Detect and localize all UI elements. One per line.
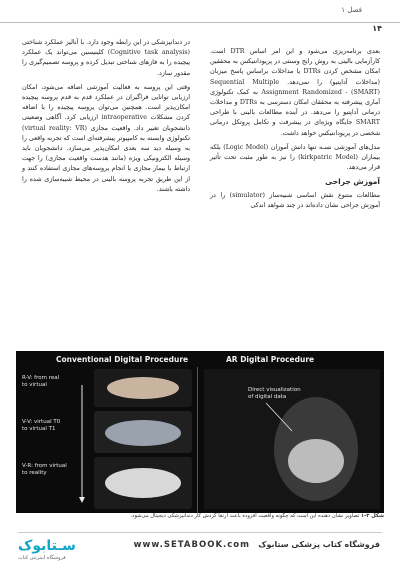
skull-overlay [288, 439, 344, 483]
footer-rule [18, 532, 382, 533]
label-real-to-virtual: R-V: from real to virtual [22, 375, 60, 388]
label-virtual-to-reality: V-R: from virtual to reality [22, 463, 67, 476]
chapter-label: فصل ۱ [341, 6, 362, 14]
label-virtual-to-virtual: V-V: virtual T0 to virtual T1 [22, 419, 61, 432]
logo-text: سـتابوک [18, 538, 76, 554]
virtual-teeth-scan [105, 420, 181, 446]
section-title: آموزش جراحی [325, 177, 380, 187]
caption-number: شکل ۳-۱ [360, 513, 384, 519]
arrow-head-icon [79, 497, 85, 503]
figure-title-conventional: Conventional Digital Procedure [56, 355, 189, 364]
right-column [210, 47, 380, 215]
store-name: فروشگاه کتاب پزشکی ستابوک [258, 540, 380, 549]
store-url[interactable]: www.SETABOOK.com [133, 540, 250, 550]
page-footer [0, 520, 400, 567]
teeth-photo [107, 377, 179, 399]
logo-subtitle: فروشگاه اینترنتی کتاب [18, 555, 66, 561]
ar-workflow-figure [16, 351, 384, 513]
paragraph: مطالعات متنوع نقش اساسی شبیه‌ساز (simulator) را در آموزش جراحی نشان داده‌اند در چند شواهد اندکی [210, 191, 380, 209]
left-column [22, 38, 190, 199]
paragraph: وقتی این پروسه به فعالیت آموزشی اضافه می‌شود، امکان ارزیابی توانایی فراگیران در عملکرد قدم به قدم پروسه پیچیده امکان‌پذیر است. همچنین می‌توان پروسه پیچیده را با اضافه کردن مشکلات intraoperative ارزیابی کرد. آگاهی وضعیتی دانشجویان تغییر داد. واقعیت مجازی (virtual reality: VR) تکنولوژی وابسته به کامپیوتر پیشرفته‌ای است که تجربه واقعی را به وسیله دید سه بعدی امکان‌پذیر می‌سازد. دانشجویان باید وسیله الکترونیکی ویژه (مانند هدست واقعیت مجازی) را جهت ارتباط با بیمار مجازی یا انجام پروسه‌های مجازی استفاده کنند و از این طریق تجربه پروسه بالینی در محیط شبیه‌سازی شده را داشته باشند. [22, 83, 190, 193]
caption-text: تصاویر نشان دهنده این است که چگونه واقعیت افزوده باعث ارتقا گردش کار دندانپزشکی دیجیتال می‌شود. [130, 513, 360, 519]
page-number: ۱۴ [372, 24, 382, 33]
figure-caption [16, 512, 384, 520]
figure-illustration [16, 351, 384, 513]
paragraph: در دندانپزشکی در این رابطه وجود دارد. با آنالیز عملکرد شناختی (Cognitive task analysis) کلینیسین می‌تواند یک عملکرد پیچیده را به فازهای شناختی تبدیل کرده و پروسه تصمیم‌گیری را مقدور سازد. [22, 39, 190, 77]
paragraph: مدل‌های آموزشی نسـه تنها دانش آموزان (Logic Model) بلکه بیماران (kirkpatric Model) را نیز به طور مثبت تحت تأثیر قرار می‌دهد. [210, 143, 380, 172]
header-rule [0, 22, 400, 23]
setabook-logo [18, 538, 114, 564]
figure-title-ar: AR Digital Procedure [226, 355, 315, 364]
printed-teeth [105, 468, 181, 498]
paragraph: بعدی برنامه‌ریزی می‌شود و این امر اساس DTR است. کارآزمایی بالینی به روش رایج وسنتی در پریودانتیکس به محققین امکان مشخص کردن DTRs یا مداخلات براساس پاسخ میزبان (مداخلات آداپتیو) را نمی‌دهد. Sequential Multiple Assignment Randomized - (SMART) به کمک تکنولوژی آماری پیشرفته به محققان امکان دسترسی به DTRs و مداخلات درمانی آداپتیو را می‌دهد. در آینده مطالعات بالینی با طراحی SMART جایگاه ویژه‌ای در پیشرفت و تکامل پروتکل درمانی شخصی در پریودانتیکس خواهد داشت. [210, 48, 380, 137]
label-direct-visualization: Direct visualization of digital data [248, 387, 301, 400]
